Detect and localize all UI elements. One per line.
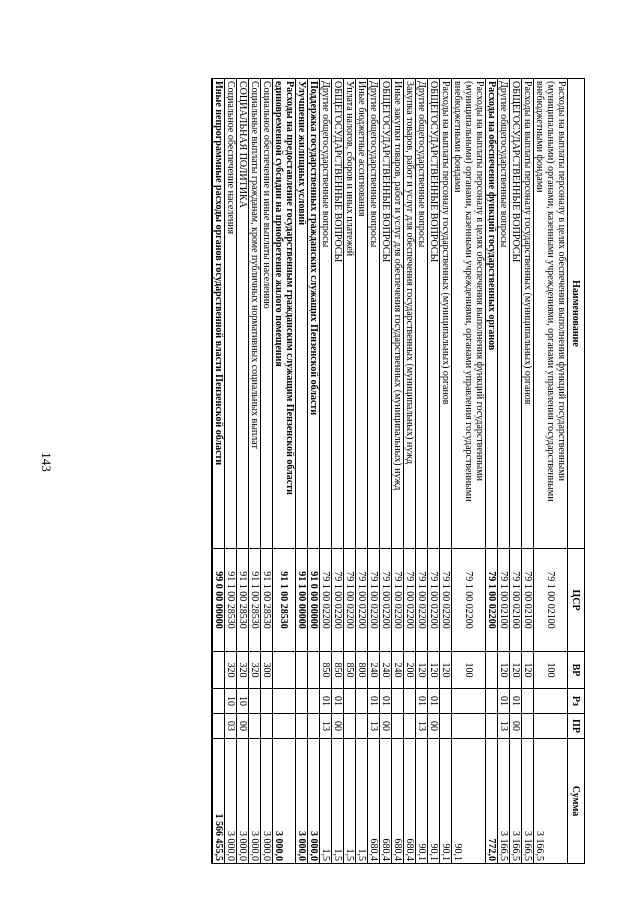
cell-pr (249, 714, 261, 739)
cell-csr: 91 1 00 28530 (225, 549, 237, 652)
cell-csr: 79 1 00 02200 (356, 549, 368, 652)
cell-vr: 320 (249, 652, 261, 689)
cell-vr: 320 (225, 652, 237, 689)
cell-pr: 13 (320, 714, 332, 739)
cell-name: ОБЩЕГОСУДАРСТВЕННЫЕ ВОПРОСЫ (510, 79, 522, 549)
cell-rz (356, 689, 368, 714)
table-row (332, 79, 344, 864)
cell-pr: 13 (368, 714, 380, 739)
cell-pr (273, 714, 296, 739)
cell-rz (344, 689, 356, 714)
cell-csr: 91 0 00 00000 (308, 549, 320, 652)
cell-rz: 01 (332, 689, 344, 714)
cell-rz (440, 689, 452, 714)
header-pr: ПР (568, 714, 585, 739)
cell-rz (296, 689, 308, 714)
table-row (392, 79, 404, 864)
cell-vr (308, 652, 320, 689)
cell-name: Улучшение жилищных условий (296, 79, 308, 549)
cell-name: Расходы на обеспечение функций государственных органов (486, 79, 498, 549)
cell-sum: 1,5 (320, 739, 332, 864)
cell-name: Другие общегосударственные вопросы (320, 79, 332, 549)
cell-rz (273, 689, 296, 714)
cell-csr: 79 1 00 02200 (416, 549, 428, 652)
cell-name: Расходы на предоставление государственным гражданским служащим Пензенской области единовременной субсидии на приобретение жилого помещения (273, 79, 296, 549)
cell-csr: 79 1 00 02100 (522, 549, 534, 652)
table-row (320, 79, 332, 864)
cell-csr: 79 1 00 02100 (510, 549, 522, 652)
cell-name: Социальные выплаты гражданам, кроме публичных нормативных социальных выплат (249, 79, 261, 549)
table-row (344, 79, 356, 864)
header-name: Наименование (568, 79, 585, 549)
cell-name: Другие общегосударственные вопросы (498, 79, 510, 549)
cell-name: ОБЩЕГОСУДАРСТВЕННЫЕ ВОПРОСЫ (332, 79, 344, 549)
cell-vr (486, 652, 498, 689)
cell-name: Расходы на выплаты персоналу в целях обеспечения выполнения функций государственными (муниципальными) органами, казенными учреждениями, органами управления государственными внебюджетными фондами (452, 79, 486, 549)
cell-name: Другие общегосударственные вопросы (368, 79, 380, 549)
cell-sum: 3 166,5 (522, 739, 534, 864)
cell-vr: 320 (237, 652, 249, 689)
table-row (273, 79, 296, 864)
cell-csr: 79 1 00 02200 (344, 549, 356, 652)
cell-sum: 1,5 (356, 739, 368, 864)
cell-pr: 03 (225, 714, 237, 739)
cell-sum: 3 166,5 (534, 739, 568, 864)
table-row (522, 79, 534, 864)
cell-rz: 01 (498, 689, 510, 714)
cell-sum: 3 000,0 (249, 739, 261, 864)
cell-pr (486, 714, 498, 739)
table-row (428, 79, 440, 864)
cell-name: Иные закупки товаров, работ и услуг для обеспечения государственных (муниципальных) нужд (392, 79, 404, 549)
cell-pr (212, 714, 225, 739)
cell-csr: 79 1 00 02100 (498, 549, 510, 652)
cell-vr: 850 (332, 652, 344, 689)
table-row (534, 79, 568, 864)
cell-sum: 680,4 (404, 739, 416, 864)
table-row (237, 79, 249, 864)
cell-rz: 01 (416, 689, 428, 714)
cell-csr: 79 1 00 02200 (404, 549, 416, 652)
cell-pr: 00 (428, 714, 440, 739)
cell-vr: 240 (392, 652, 404, 689)
cell-sum: 90,1 (440, 739, 452, 864)
header-vr: ВР (568, 652, 585, 689)
cell-sum: 90,1 (452, 739, 486, 864)
table-row (510, 79, 522, 864)
table-row (212, 79, 225, 864)
cell-name: СОЦИАЛЬНАЯ ПОЛИТИКА (237, 79, 249, 549)
table-row (261, 79, 273, 864)
cell-pr (392, 714, 404, 739)
cell-vr: 240 (368, 652, 380, 689)
table-row (416, 79, 428, 864)
cell-csr: 79 1 00 02200 (452, 549, 486, 652)
cell-sum: 3 166,5 (510, 739, 522, 864)
cell-name: Расходы на выплаты персоналу государственных (муниципальных) органов (522, 79, 534, 549)
cell-sum: 680,4 (380, 739, 392, 864)
cell-sum: 3 000,0 (225, 739, 237, 864)
cell-vr (212, 652, 225, 689)
budget-table-container (61, 78, 585, 863)
cell-csr: 79 1 00 02100 (534, 549, 568, 652)
cell-pr: 13 (416, 714, 428, 739)
cell-csr: 79 1 00 02200 (368, 549, 380, 652)
cell-vr: 100 (534, 652, 568, 689)
cell-name: Социальное обеспечение населения (225, 79, 237, 549)
cell-pr (308, 714, 320, 739)
table-body (212, 79, 568, 864)
cell-rz: 01 (320, 689, 332, 714)
cell-rz: 10 (225, 689, 237, 714)
cell-pr (261, 714, 273, 739)
cell-vr: 300 (261, 652, 273, 689)
cell-sum: 3 000,0 (296, 739, 308, 864)
cell-sum: 3 000,0 (273, 739, 296, 864)
cell-csr: 79 1 00 02200 (440, 549, 452, 652)
cell-vr: 850 (320, 652, 332, 689)
cell-rz: 01 (368, 689, 380, 714)
table-row (356, 79, 368, 864)
cell-name: ОБЩЕГОСУДАРСТВЕННЫЕ ВОПРОСЫ (428, 79, 440, 549)
cell-sum: 3 000,0 (261, 739, 273, 864)
cell-sum: 3 000,0 (308, 739, 320, 864)
cell-vr: 100 (452, 652, 486, 689)
table-row (368, 79, 380, 864)
cell-rz (522, 689, 534, 714)
cell-vr: 800 (356, 652, 368, 689)
cell-rz (392, 689, 404, 714)
budget-table (211, 78, 585, 864)
cell-csr: 79 1 00 02200 (392, 549, 404, 652)
header-sum: Сумма (568, 739, 585, 864)
cell-rz (261, 689, 273, 714)
cell-pr (440, 714, 452, 739)
cell-csr: 91 1 00 28530 (273, 549, 296, 652)
cell-sum: 90,1 (416, 739, 428, 864)
table-row (380, 79, 392, 864)
cell-sum: 1,5 (332, 739, 344, 864)
cell-vr: 120 (498, 652, 510, 689)
cell-rz (452, 689, 486, 714)
cell-name: ОБЩЕГОСУДАРСТВЕННЫЕ ВОПРОСЫ (380, 79, 392, 549)
cell-pr: 00 (237, 714, 249, 739)
cell-rz: 01 (428, 689, 440, 714)
cell-sum: 680,4 (368, 739, 380, 864)
cell-pr (522, 714, 534, 739)
cell-pr (356, 714, 368, 739)
cell-csr: 91 1 00 00000 (296, 549, 308, 652)
table-row (296, 79, 308, 864)
table-row (404, 79, 416, 864)
cell-name: Уплата налогов, сборов и иных платежей (344, 79, 356, 549)
cell-pr (452, 714, 486, 739)
header-csr: ЦСР (568, 549, 585, 652)
cell-pr: 00 (510, 714, 522, 739)
cell-name: Поддержка государственных гражданских служащих Пензенской области (308, 79, 320, 549)
table-header-row (568, 79, 585, 864)
table-row (308, 79, 320, 864)
cell-csr: 91 1 00 28530 (237, 549, 249, 652)
cell-pr (404, 714, 416, 739)
cell-csr: 79 1 00 02200 (332, 549, 344, 652)
cell-sum: 3 000,0 (237, 739, 249, 864)
cell-csr: 91 1 00 28530 (249, 549, 261, 652)
cell-sum: 680,4 (392, 739, 404, 864)
table-row (452, 79, 486, 864)
cell-name: Иные бюджетные ассигнования (356, 79, 368, 549)
table-row (440, 79, 452, 864)
cell-csr: 99 0 00 00000 (212, 549, 225, 652)
cell-name: Социальное обеспечение и иные выплаты населению (261, 79, 273, 549)
table-row (225, 79, 237, 864)
cell-csr: 91 1 00 28530 (261, 549, 273, 652)
cell-name: Другие общегосударственные вопросы (416, 79, 428, 549)
cell-rz: 01 (380, 689, 392, 714)
cell-sum: 1 566 455,5 (212, 739, 225, 864)
cell-vr: 120 (510, 652, 522, 689)
cell-name: Закупка товаров, работ и услуг для обеспечения государственных (муниципальных) нужд (404, 79, 416, 549)
cell-pr (296, 714, 308, 739)
header-rz: Рз (568, 689, 585, 714)
cell-csr: 79 1 00 02200 (486, 549, 498, 652)
cell-csr: 79 1 00 02200 (320, 549, 332, 652)
cell-sum: 3 166,5 (498, 739, 510, 864)
cell-sum: 1,5 (344, 739, 356, 864)
table-row (486, 79, 498, 864)
cell-pr: 00 (380, 714, 392, 739)
cell-pr (534, 714, 568, 739)
cell-vr: 120 (440, 652, 452, 689)
cell-csr: 79 1 00 02200 (380, 549, 392, 652)
cell-rz: 01 (510, 689, 522, 714)
table-row (249, 79, 261, 864)
table-row (498, 79, 510, 864)
cell-vr: 120 (428, 652, 440, 689)
cell-rz (249, 689, 261, 714)
cell-vr (273, 652, 296, 689)
cell-vr: 850 (344, 652, 356, 689)
cell-rz (534, 689, 568, 714)
cell-rz (404, 689, 416, 714)
cell-vr (296, 652, 308, 689)
cell-name: Расходы на выплаты персоналу государственных (муниципальных) органов (440, 79, 452, 549)
cell-pr: 13 (498, 714, 510, 739)
cell-rz (308, 689, 320, 714)
cell-pr (344, 714, 356, 739)
cell-csr: 79 1 00 02200 (428, 549, 440, 652)
cell-rz: 10 (237, 689, 249, 714)
cell-name: Расходы на выплаты персоналу в целях обеспечения выполнения функций государственными (муниципальными) органами, казенными учреждениями, органами управления государственными внебюджетными фондами (534, 79, 568, 549)
cell-vr: 200 (404, 652, 416, 689)
cell-vr: 120 (522, 652, 534, 689)
cell-pr: 00 (332, 714, 344, 739)
page-number: 143 (39, 452, 54, 472)
cell-vr: 120 (416, 652, 428, 689)
cell-sum: 772,0 (486, 739, 498, 864)
cell-name: Иные непрограммные расходы органов государственной власти Пензенской области (212, 79, 225, 549)
cell-rz (486, 689, 498, 714)
cell-rz (212, 689, 225, 714)
cell-sum: 90,1 (428, 739, 440, 864)
cell-vr: 240 (380, 652, 392, 689)
